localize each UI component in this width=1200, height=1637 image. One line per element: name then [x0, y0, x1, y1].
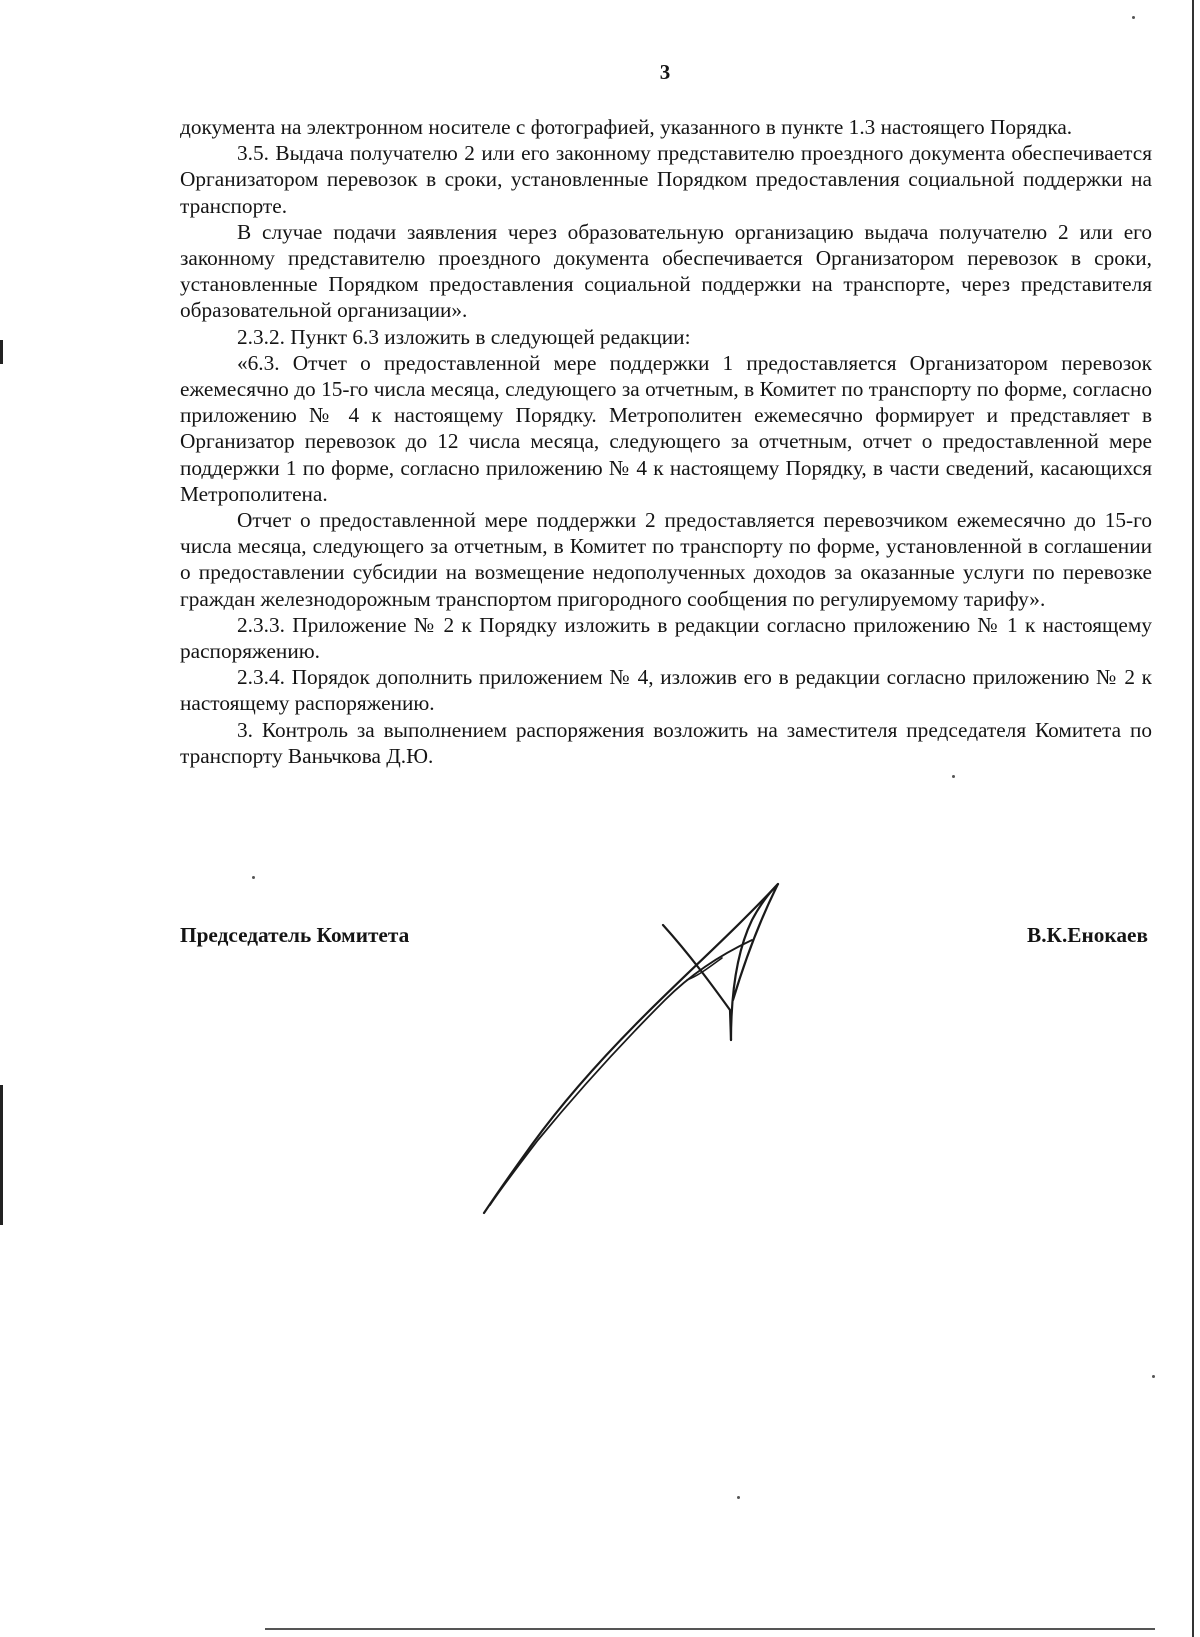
paragraph-2-3-3: 2.3.3. Приложение № 2 к Порядку изложить в редакции согласно приложению № 1 к настоящему распоряжению. [180, 612, 1152, 664]
paragraph-report-support-2: Отчет о предоставленной мере поддержки 2 предоставляется перевозчиком ежемесячно до 15-го числа месяца, следующего за отчетным, в Комитет по транспорту по форме, установленной в соглашении о предоставлении субсидии на возмещение недополученных доходов за оказанные услуги по перевозке граждан железнодорожным транспортом пригородного сообщения по регулируемому тарифу». [180, 508, 1152, 611]
paragraph-6-3: «6.3. Отчет о предоставленной мере поддержки 1 предоставляется Организатором перевозок ежемесячно до 15-го числа месяца, следующего за отчетным, в Комитет по транспорту по форме, согласно приложению № 4 к настоящему Порядку. Метрополитен ежемесячно формирует и представляет в Организатор перевозок до 12 числа месяца, следующего за отчетным, отчет о предоставленной мере поддержки 1 по форме, согласно приложению № 4 к настоящему Порядку, в части сведений, касающихся Метрополитена. [180, 350, 1152, 506]
paragraph-continuation: документа на электронном носителе с фотографией, указанного в пункте 1.3 настоящего Порядка. [180, 115, 1073, 139]
scan-edge-right [1192, 0, 1194, 1637]
paragraph-3-control: 3. Контроль за выполнением распоряжения возложить на заместителя председателя Комитета по транспорту Ваньчкова Д.Ю. [180, 717, 1152, 768]
signatory-position: Председатель Комитета [180, 923, 410, 947]
document-body [180, 114, 1152, 769]
scan-edge-mark [0, 1085, 3, 1225]
paragraph-2-3-4: 2.3.4. Порядок дополнить приложением № 4, изложив его в редакции согласно приложению № 2 к настоящему распоряжению. [180, 665, 1152, 716]
scan-speck [952, 775, 955, 778]
paragraph-educational-org: В случае подачи заявления через образовательную организацию выдача получателю 2 или его законному представителю проездного документа обеспечивается Организатором перевозок в сроки, установленные Порядком предоставления социальной поддержки на транспорте, через представителя образовательной организации». [180, 219, 1152, 323]
scan-edge-bottom [265, 1628, 1155, 1630]
scan-speck [1152, 1375, 1155, 1378]
paragraph-2-3-2: 2.3.2. Пункт 6.3 изложить в следующей редакции: [237, 324, 691, 349]
scan-speck [737, 1496, 740, 1499]
scan-edge-mark [0, 340, 3, 364]
page-number: 3 [659, 60, 671, 84]
scan-speck [252, 876, 255, 879]
scan-speck [1132, 16, 1135, 19]
signatory-name: В.К.Енокаев [1027, 923, 1148, 947]
paragraph-3-5: 3.5. Выдача получателю 2 или его законному представителю проездного документа обеспечивается Организатором перевозок в сроки, установленные Порядком предоставления социальной поддержки на транспорте. [180, 141, 1152, 218]
